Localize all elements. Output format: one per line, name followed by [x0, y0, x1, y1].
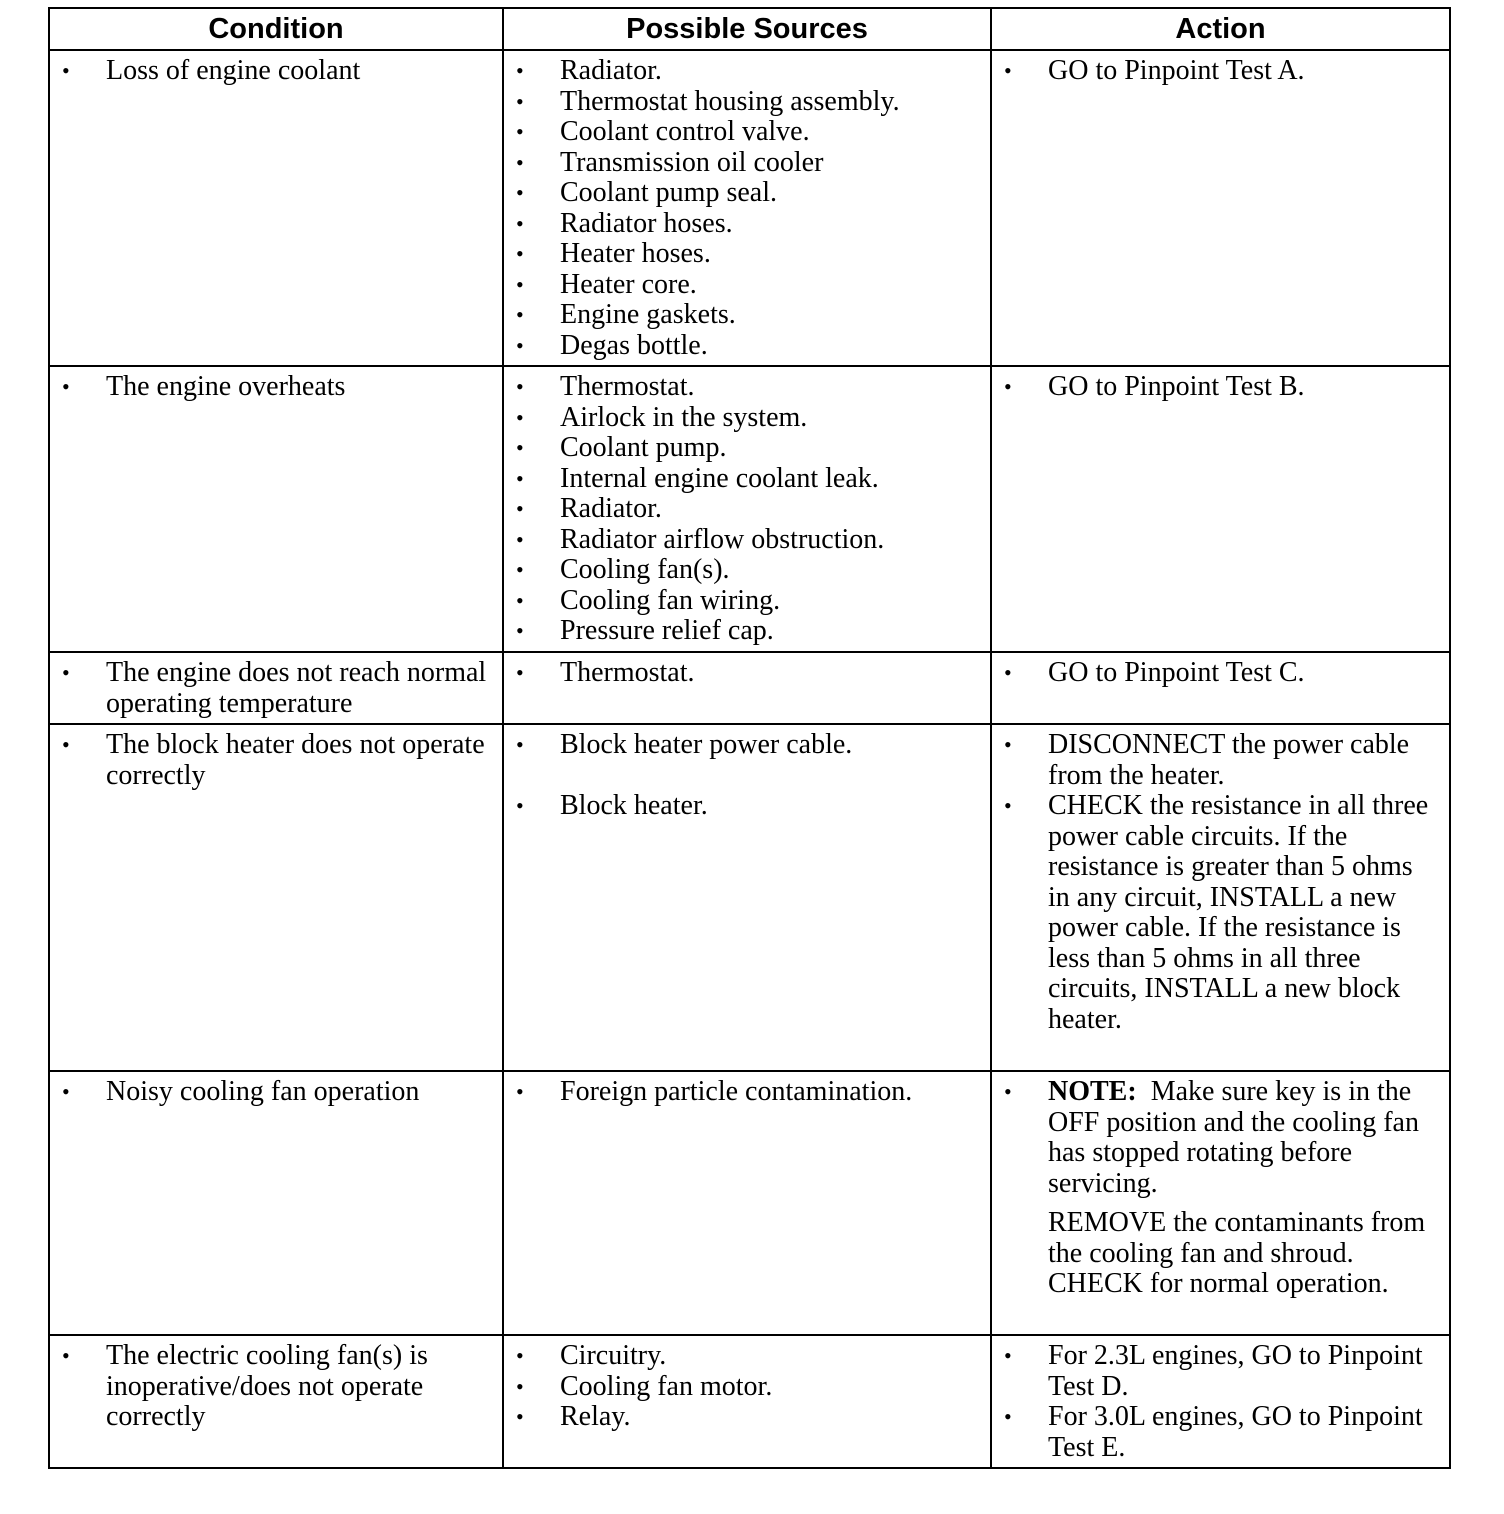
source-item: • Thermostat. [504, 372, 980, 403]
action-cell [991, 1335, 1450, 1468]
sources-cell [503, 50, 991, 366]
sources-cell [503, 1071, 991, 1335]
source-item: • Cooling fan motor. [504, 1372, 980, 1403]
condition-text: • The engine overheats [50, 372, 492, 403]
condition-cell [49, 1071, 503, 1335]
action-item: • GO to Pinpoint Test C. [992, 658, 1439, 689]
note-label: NOTE: [1048, 1076, 1137, 1107]
header-row [49, 8, 1450, 50]
header-condition: Condition [49, 8, 503, 50]
condition-cell [49, 366, 503, 652]
condition-text: • The block heater does not operate correctly [50, 730, 492, 791]
action-item: • DISCONNECT the power cable from the heater. [992, 730, 1439, 791]
sources-cell [503, 724, 991, 1071]
source-item: • Radiator hoses. [504, 209, 980, 240]
action-cell [991, 652, 1450, 724]
condition-cell [49, 724, 503, 1071]
condition-text: • The engine does not reach normal operating temperature [50, 658, 492, 719]
source-item: • Coolant pump seal. [504, 178, 980, 209]
diagnosis-table [48, 7, 1451, 1469]
source-item: • Pressure relief cap. [504, 616, 980, 647]
header-possible-sources: Possible Sources [503, 8, 991, 50]
source-item: • Cooling fan wiring. [504, 586, 980, 617]
action-item: • GO to Pinpoint Test A. [992, 56, 1439, 87]
source-item: • Internal engine coolant leak. [504, 464, 980, 495]
source-item: • Engine gaskets. [504, 300, 980, 331]
action-cell [991, 366, 1450, 652]
action-item: • For 2.3L engines, GO to Pinpoint Test D. [992, 1341, 1439, 1402]
condition-cell [49, 50, 503, 366]
condition-cell [49, 652, 503, 724]
source-item: • Radiator. [504, 494, 980, 525]
source-item: • Thermostat. [504, 658, 980, 689]
source-item: • Coolant control valve. [504, 117, 980, 148]
table-row [49, 724, 1450, 1071]
action-paragraph: REMOVE the contaminants from the cooling fan and shroud. CHECK for normal operation. [1048, 1207, 1426, 1299]
source-item: • Block heater. [504, 791, 980, 822]
action-item: • CHECK the resistance in all three power cable circuits. If the resistance is greater than 5 ohms in any circuit, INSTALL a new power cable. If the resistance is less than 5 ohms in all three circuits, INSTALL a new block heater. [992, 791, 1439, 1035]
table-row [49, 652, 1450, 724]
source-item: • Transmission oil cooler [504, 148, 980, 179]
source-item: • Coolant pump. [504, 433, 980, 464]
condition-text: • Loss of engine coolant [50, 56, 492, 87]
source-item: • Radiator airflow obstruction. [504, 525, 980, 556]
table-row [49, 1335, 1450, 1468]
source-item: • Block heater power cable. [504, 730, 980, 761]
table-row [49, 1071, 1450, 1335]
note-text: Make sure key is in the OFF position and the cooling fan has stopped rotating before servicing. [1048, 1076, 1419, 1199]
sources-cell [503, 652, 991, 724]
source-item: • Radiator. [504, 56, 980, 87]
action-cell [991, 724, 1450, 1071]
source-item: • Degas bottle. [504, 331, 980, 362]
action-item [992, 1077, 1439, 1199]
table-row [49, 50, 1450, 366]
action-cell [991, 50, 1450, 366]
action-item: • GO to Pinpoint Test B. [992, 372, 1439, 403]
condition-text: • Noisy cooling fan operation [50, 1077, 492, 1108]
source-item: • Cooling fan(s). [504, 555, 980, 586]
action-cell [991, 1071, 1450, 1335]
condition-text: • The electric cooling fan(s) is inoperative/does not operate correctly [50, 1341, 492, 1433]
sources-cell [503, 366, 991, 652]
source-item: • Foreign particle contamination. [504, 1077, 980, 1108]
source-item: • Airlock in the system. [504, 403, 980, 434]
source-item: • Heater core. [504, 270, 980, 301]
sources-cell [503, 1335, 991, 1468]
source-item: • Relay. [504, 1402, 980, 1433]
source-item: • Heater hoses. [504, 239, 980, 270]
source-item: • Thermostat housing assembly. [504, 87, 980, 118]
condition-cell [49, 1335, 503, 1468]
action-item: • For 3.0L engines, GO to Pinpoint Test E. [992, 1402, 1439, 1463]
table-row [49, 366, 1450, 652]
source-item: • Circuitry. [504, 1341, 980, 1372]
header-action: Action [991, 8, 1450, 50]
